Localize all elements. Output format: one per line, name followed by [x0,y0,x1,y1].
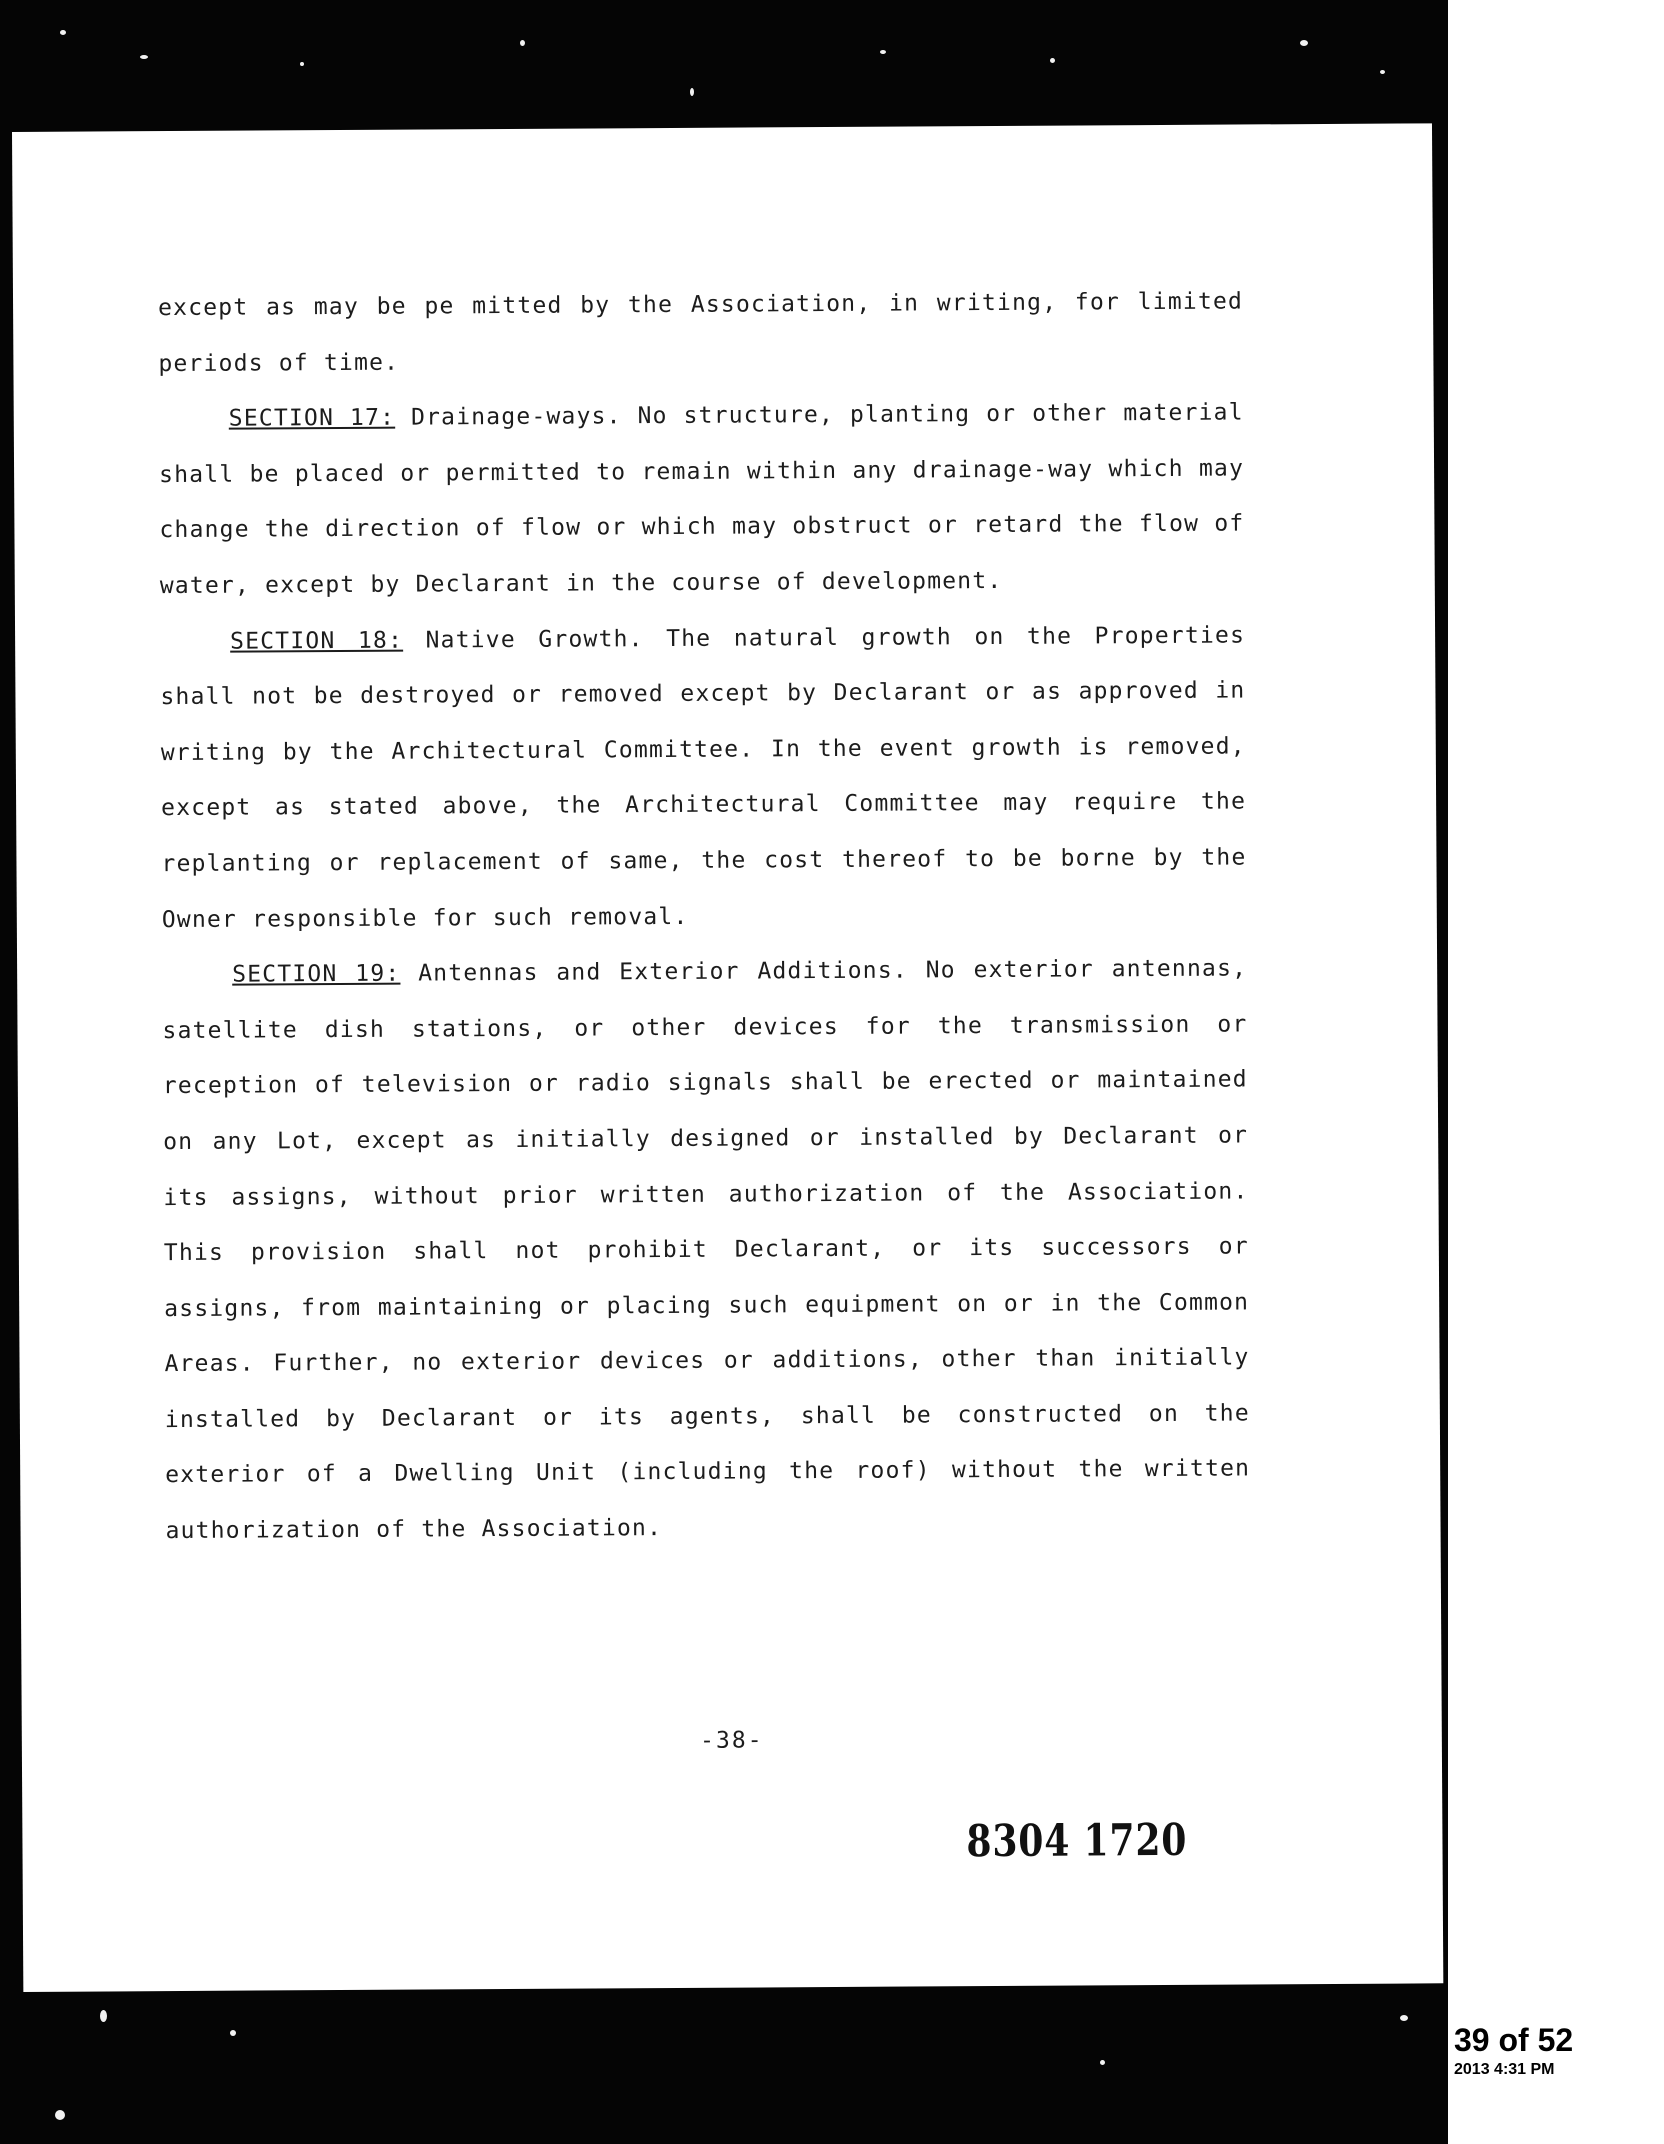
page-number: -38- [700,1727,764,1754]
scan-speck [880,50,886,54]
document-page [12,123,1443,1992]
section-heading: SECTION 18: [230,627,404,655]
paragraph-section-18 [160,608,1247,948]
scan-speck [140,55,148,59]
paragraph-text: Native Growth. The natural growth on the Properties shall not be destroyed or removed except by Declarant or as approved in writing by the Architectural Committee. In the event growth is removed, except as stated above, the Architectural Committee may require the replanting or replacement of same, the cost thereof to be borne by the Owner responsible for such removal. [160,622,1247,933]
page-indicator: 39 of 52 [1454,2022,1574,2058]
scan-speck [55,2110,65,2120]
section-heading: SECTION 19: [232,960,401,988]
document-body [158,274,1251,1559]
scan-speck [1050,58,1055,63]
paragraph-text: Drainage-ways. No structure, planting or other material shall be placed or permitted to remain within any drainage-way which may change the direction of flow or which may obstruct or retard the flow of water, except by Declarant in the course of development. [159,399,1245,600]
scan-speck [1380,70,1385,74]
scan-speck [1100,2060,1105,2065]
paragraph-text: except as may be pe mitted by the Association, in writing, for limited periods of time. [157,288,1244,377]
recording-number: 8304 1720 [966,1814,1188,1868]
paragraph-section-19 [162,942,1251,1560]
scan-speck [1400,2015,1408,2021]
scan-speck [1300,40,1308,46]
paragraph-text: Antennas and Exterior Additions. No exterior antennas, satellite dish stations, or other devices for the transmission or reception of television or radio signals shall be erected or maintained on any Lot, except as initially designed or installed by Declarant or its assigns, without prior written authorization of the Association. This provision shall not prohibit Declarant, or its successors or assigns, from maintaining or placing such equipment on or in the Common Areas. Further, no exterior devices or additions, other than initially installed by Declarant or its agents, shall be constructed on the exterior of a Dwelling Unit (including the roof) without the written authorization of the Association. [162,955,1251,1545]
paragraph-continuation [158,274,1244,392]
scan-speck [100,2010,107,2022]
print-timestamp: 2013 4:31 PM [1454,2061,1555,2078]
scan-speck [300,62,304,66]
scan-speck [520,40,525,46]
section-heading: SECTION 17: [228,404,396,432]
scan-speck [230,2030,236,2036]
viewer-footer [1448,2022,1664,2079]
paragraph-section-17 [159,386,1245,615]
scan-speck [690,88,694,96]
scan-speck [60,30,66,35]
